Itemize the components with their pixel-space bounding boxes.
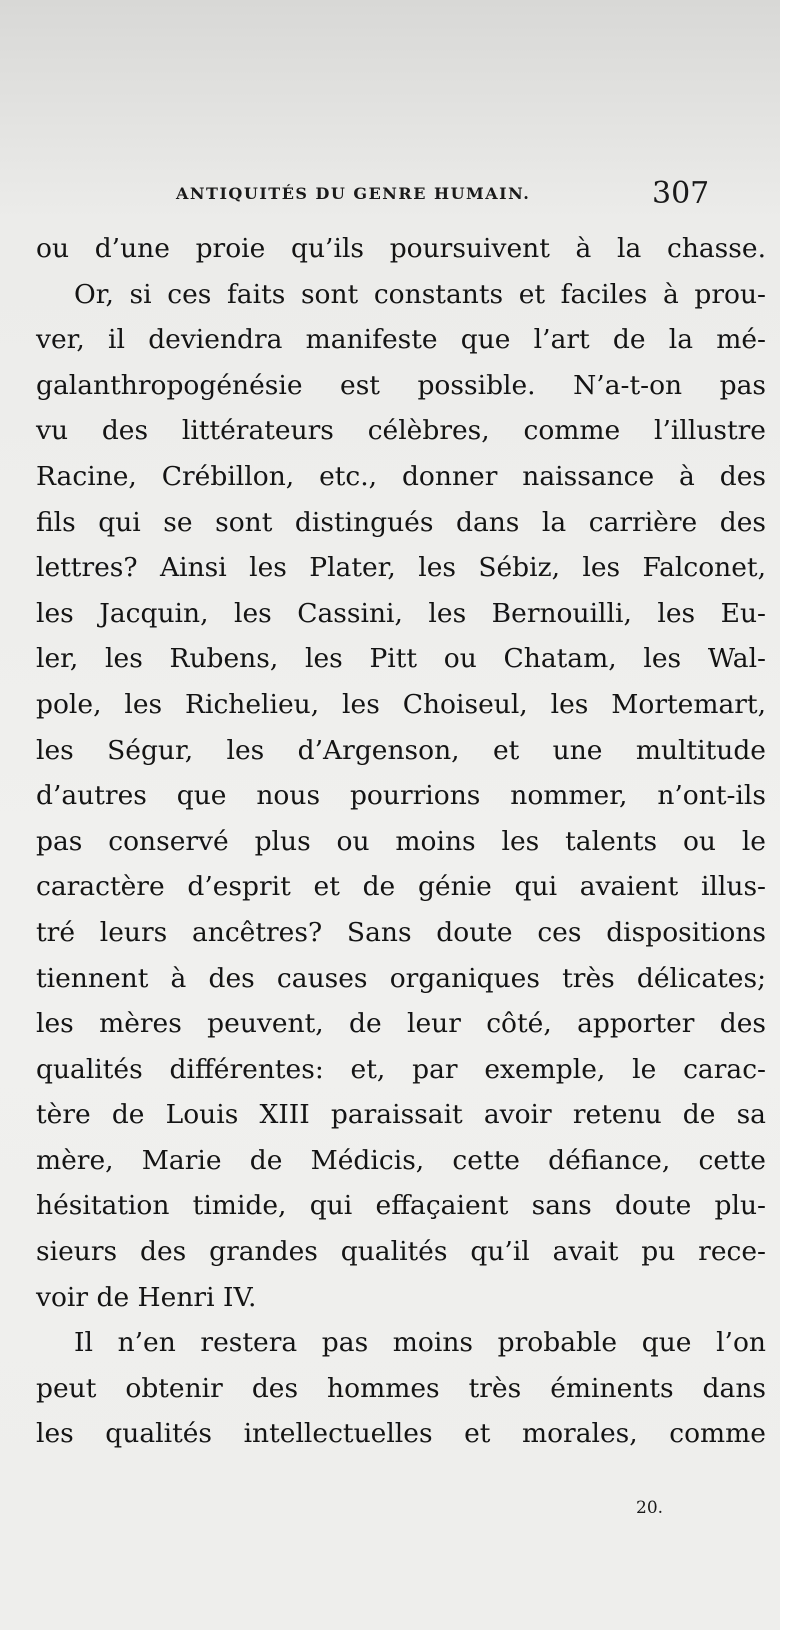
text-line: voir de Henri IV. [36, 1281, 257, 1313]
text-line: pas conservé plus ou moins les talents ou le [36, 825, 766, 857]
text-line: fils qui se sont distingués dans la carrière des [36, 506, 766, 538]
text-line: les qualités intellectuelles et morales, comme [36, 1418, 766, 1450]
text-line: ou d’une proie qu’ils poursuivent à la chasse. [36, 233, 766, 264]
text-line: tère de Louis XIII paraissait avoir retenu de sa [36, 1099, 766, 1131]
text-line: caractère d’esprit et de génie qui avaient illus- [36, 871, 766, 903]
text-line: qualités différentes: et, par exemple, le carac- [36, 1053, 766, 1085]
signature-mark: 20. [636, 1498, 664, 1518]
text-line: sieurs des grandes qualités qu’il avait pu rece- [36, 1236, 766, 1268]
text-line: mère, Marie de Médicis, cette défiance, cette [36, 1144, 766, 1176]
text-line: les Jacquin, les Cassini, les Bernouilli, les Eu- [36, 597, 766, 629]
page-number: 307 [652, 176, 710, 211]
text-line: galanthropogénésie est possible. N’a-t-on pas [36, 369, 766, 401]
page-header [176, 176, 736, 216]
text-line: Or, si ces faits sont constants et faciles à prou- [74, 278, 766, 310]
text-line: Racine, Crébillon, etc., donner naissance à des [36, 460, 766, 492]
running-head: ANTIQUITÉS DU GENRE HUMAIN. [176, 184, 531, 203]
text-line: lettres? Ainsi les Plater, les Sébiz, les Falconet, [36, 552, 766, 584]
text-line: tré leurs ancêtres? Sans doute ces dispositions [36, 916, 766, 948]
body-text [36, 226, 766, 1457]
text-line: pole, les Richelieu, les Choiseul, les Mortemart, [36, 688, 766, 720]
text-line: Il n’en restera pas moins probable que l’on [74, 1327, 766, 1359]
text-line: ver, il deviendra manifeste que l’art de la mé- [36, 324, 766, 356]
text-line: tiennent à des causes organiques très délicates; [36, 962, 766, 994]
text-line: d’autres que nous pourrions nommer, n’ont-ils [36, 780, 766, 812]
text-line: vu des littérateurs célèbres, comme l’illustre [36, 415, 766, 447]
text-line: peut obtenir des hommes très éminents dans [36, 1372, 766, 1404]
text-line: les mères peuvent, de leur côté, apporter des [36, 1008, 766, 1040]
text-line: ler, les Rubens, les Pitt ou Chatam, les Wal- [36, 643, 766, 675]
text-line: hésitation timide, qui effaçaient sans doute plu- [36, 1190, 766, 1222]
text-line: les Ségur, les d’Argenson, et une multitude [36, 734, 766, 766]
page-margin [780, 0, 800, 1630]
